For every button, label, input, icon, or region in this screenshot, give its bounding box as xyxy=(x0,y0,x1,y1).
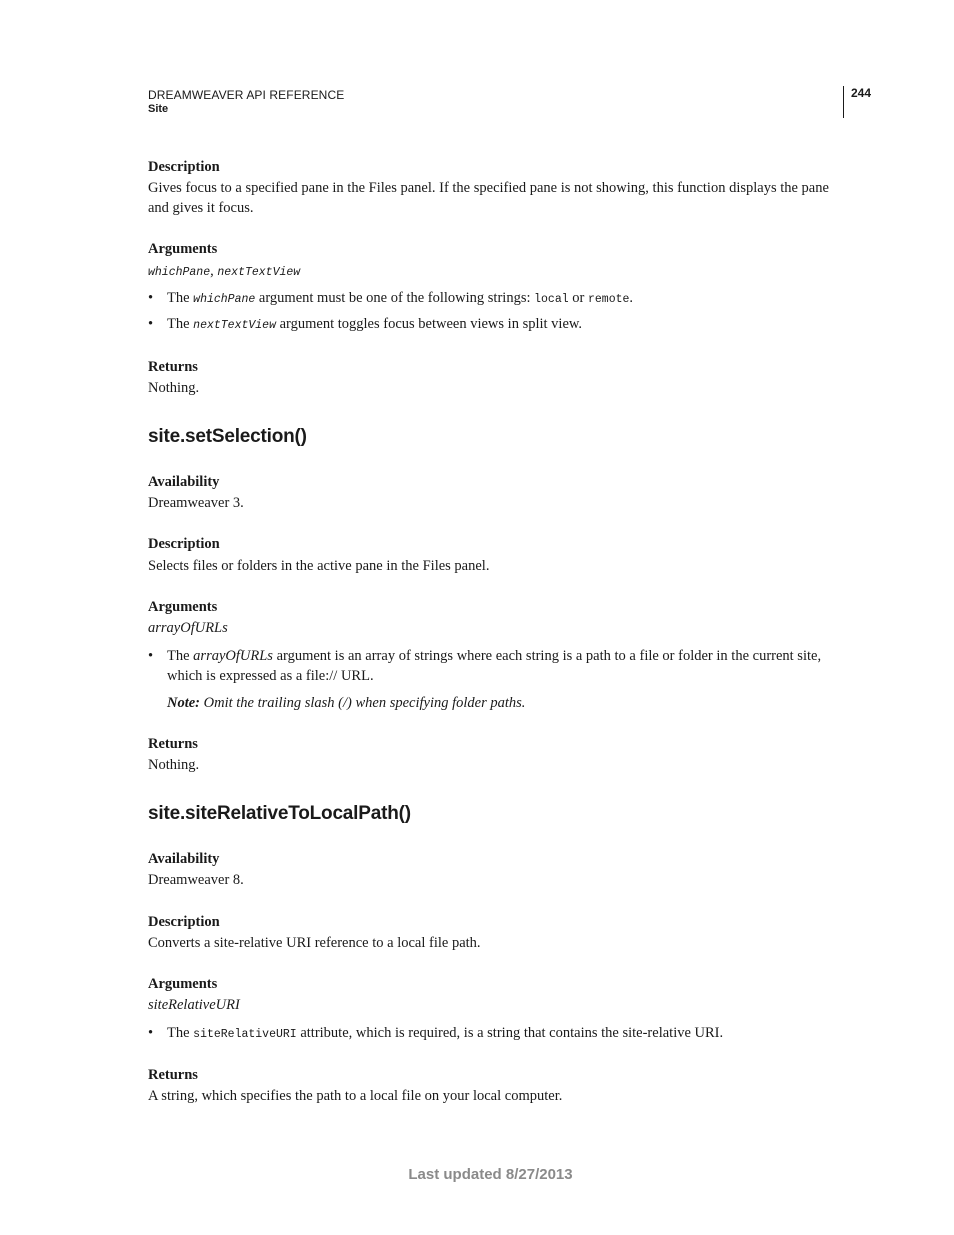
function-heading-set-selection: site.setSelection() xyxy=(148,426,307,447)
text-run: attribute, which is required, is a string that contains the site-relative URI. xyxy=(296,1025,724,1041)
description-heading: Description xyxy=(148,159,220,175)
list-item-text xyxy=(167,1024,842,1045)
text-run: argument must be one of the following strings: xyxy=(255,290,535,306)
availability-heading: Availability xyxy=(148,851,220,867)
returns-text: Nothing. xyxy=(148,380,200,396)
returns-heading: Returns xyxy=(148,359,198,375)
list-item xyxy=(148,315,842,336)
text-run: argument is an array of strings where each string is a path to a file or folder in the current site, which is expressed as a file:// URL. xyxy=(167,648,822,684)
text-run: The xyxy=(167,316,194,332)
bullet-marker: • xyxy=(148,290,154,306)
code-local: local xyxy=(534,293,569,306)
list-item-text xyxy=(167,289,842,310)
note-text: Omit the trailing slash (/) when specifying folder paths. xyxy=(200,695,526,711)
text-run: The xyxy=(167,290,194,306)
text-run: argument toggles focus between views in split view. xyxy=(276,316,583,332)
footer-last-updated: Last updated 8/27/2013 xyxy=(408,1166,573,1183)
list-item xyxy=(148,1024,842,1045)
header-divider xyxy=(843,86,844,118)
code-remote: remote xyxy=(587,293,630,306)
bullet-marker: • xyxy=(148,316,154,332)
arg-name: arrayOfURLs xyxy=(193,648,273,664)
returns-heading: Returns xyxy=(148,1067,198,1083)
availability-heading: Availability xyxy=(148,474,220,490)
list-item xyxy=(148,289,842,310)
note xyxy=(167,693,842,713)
arg-next-text-view: nextTextView xyxy=(217,266,301,279)
running-header-title: DREAMWEAVER API REFERENCE xyxy=(148,88,345,102)
returns-text: Nothing. xyxy=(148,757,200,773)
list-item xyxy=(148,647,842,686)
function-heading-site-relative-to-local-path: site.siteRelativeToLocalPath() xyxy=(148,803,411,824)
availability-text: Dreamweaver 3. xyxy=(148,495,244,511)
arg-separator: , xyxy=(210,263,218,279)
returns-heading: Returns xyxy=(148,736,198,752)
note-label: Note: xyxy=(167,695,201,711)
text-run: The xyxy=(167,1025,194,1041)
page-number: 244 xyxy=(851,86,872,100)
arg-which-pane: whichPane xyxy=(148,266,211,279)
text-run: The xyxy=(167,648,194,664)
description-heading: Description xyxy=(148,914,220,930)
returns-text: A string, which specifies the path to a local file on your local computer. xyxy=(148,1088,563,1104)
bullet-marker: • xyxy=(148,1025,154,1041)
description-heading: Description xyxy=(148,536,220,552)
arguments-signature: siteRelativeURI xyxy=(148,997,240,1013)
description-text: Gives focus to a specified pane in the Files panel. If the specified pane is not showing, this function displays the pane and gives it focus. xyxy=(148,180,829,216)
text-run: . xyxy=(629,290,634,306)
code-whichpane: whichPane xyxy=(193,293,256,306)
availability-text: Dreamweaver 8. xyxy=(148,872,244,888)
text-run: or xyxy=(568,290,588,306)
bullet-marker: • xyxy=(148,648,154,664)
arguments-signature: arrayOfURLs xyxy=(148,620,228,636)
arguments-heading: Arguments xyxy=(148,241,218,257)
arguments-heading: Arguments xyxy=(148,976,218,992)
running-header-section: Site xyxy=(148,103,169,115)
code-siterelativeuri: siteRelativeURI xyxy=(193,1028,297,1041)
code-nexttextview: nextTextView xyxy=(193,319,276,332)
arguments-signature xyxy=(148,261,842,283)
list-item-text xyxy=(167,315,842,336)
list-item-text xyxy=(167,647,842,686)
arguments-heading: Arguments xyxy=(148,599,218,615)
description-text: Converts a site-relative URI reference to a local file path. xyxy=(148,935,481,951)
description-text: Selects files or folders in the active pane in the Files panel. xyxy=(148,558,490,574)
